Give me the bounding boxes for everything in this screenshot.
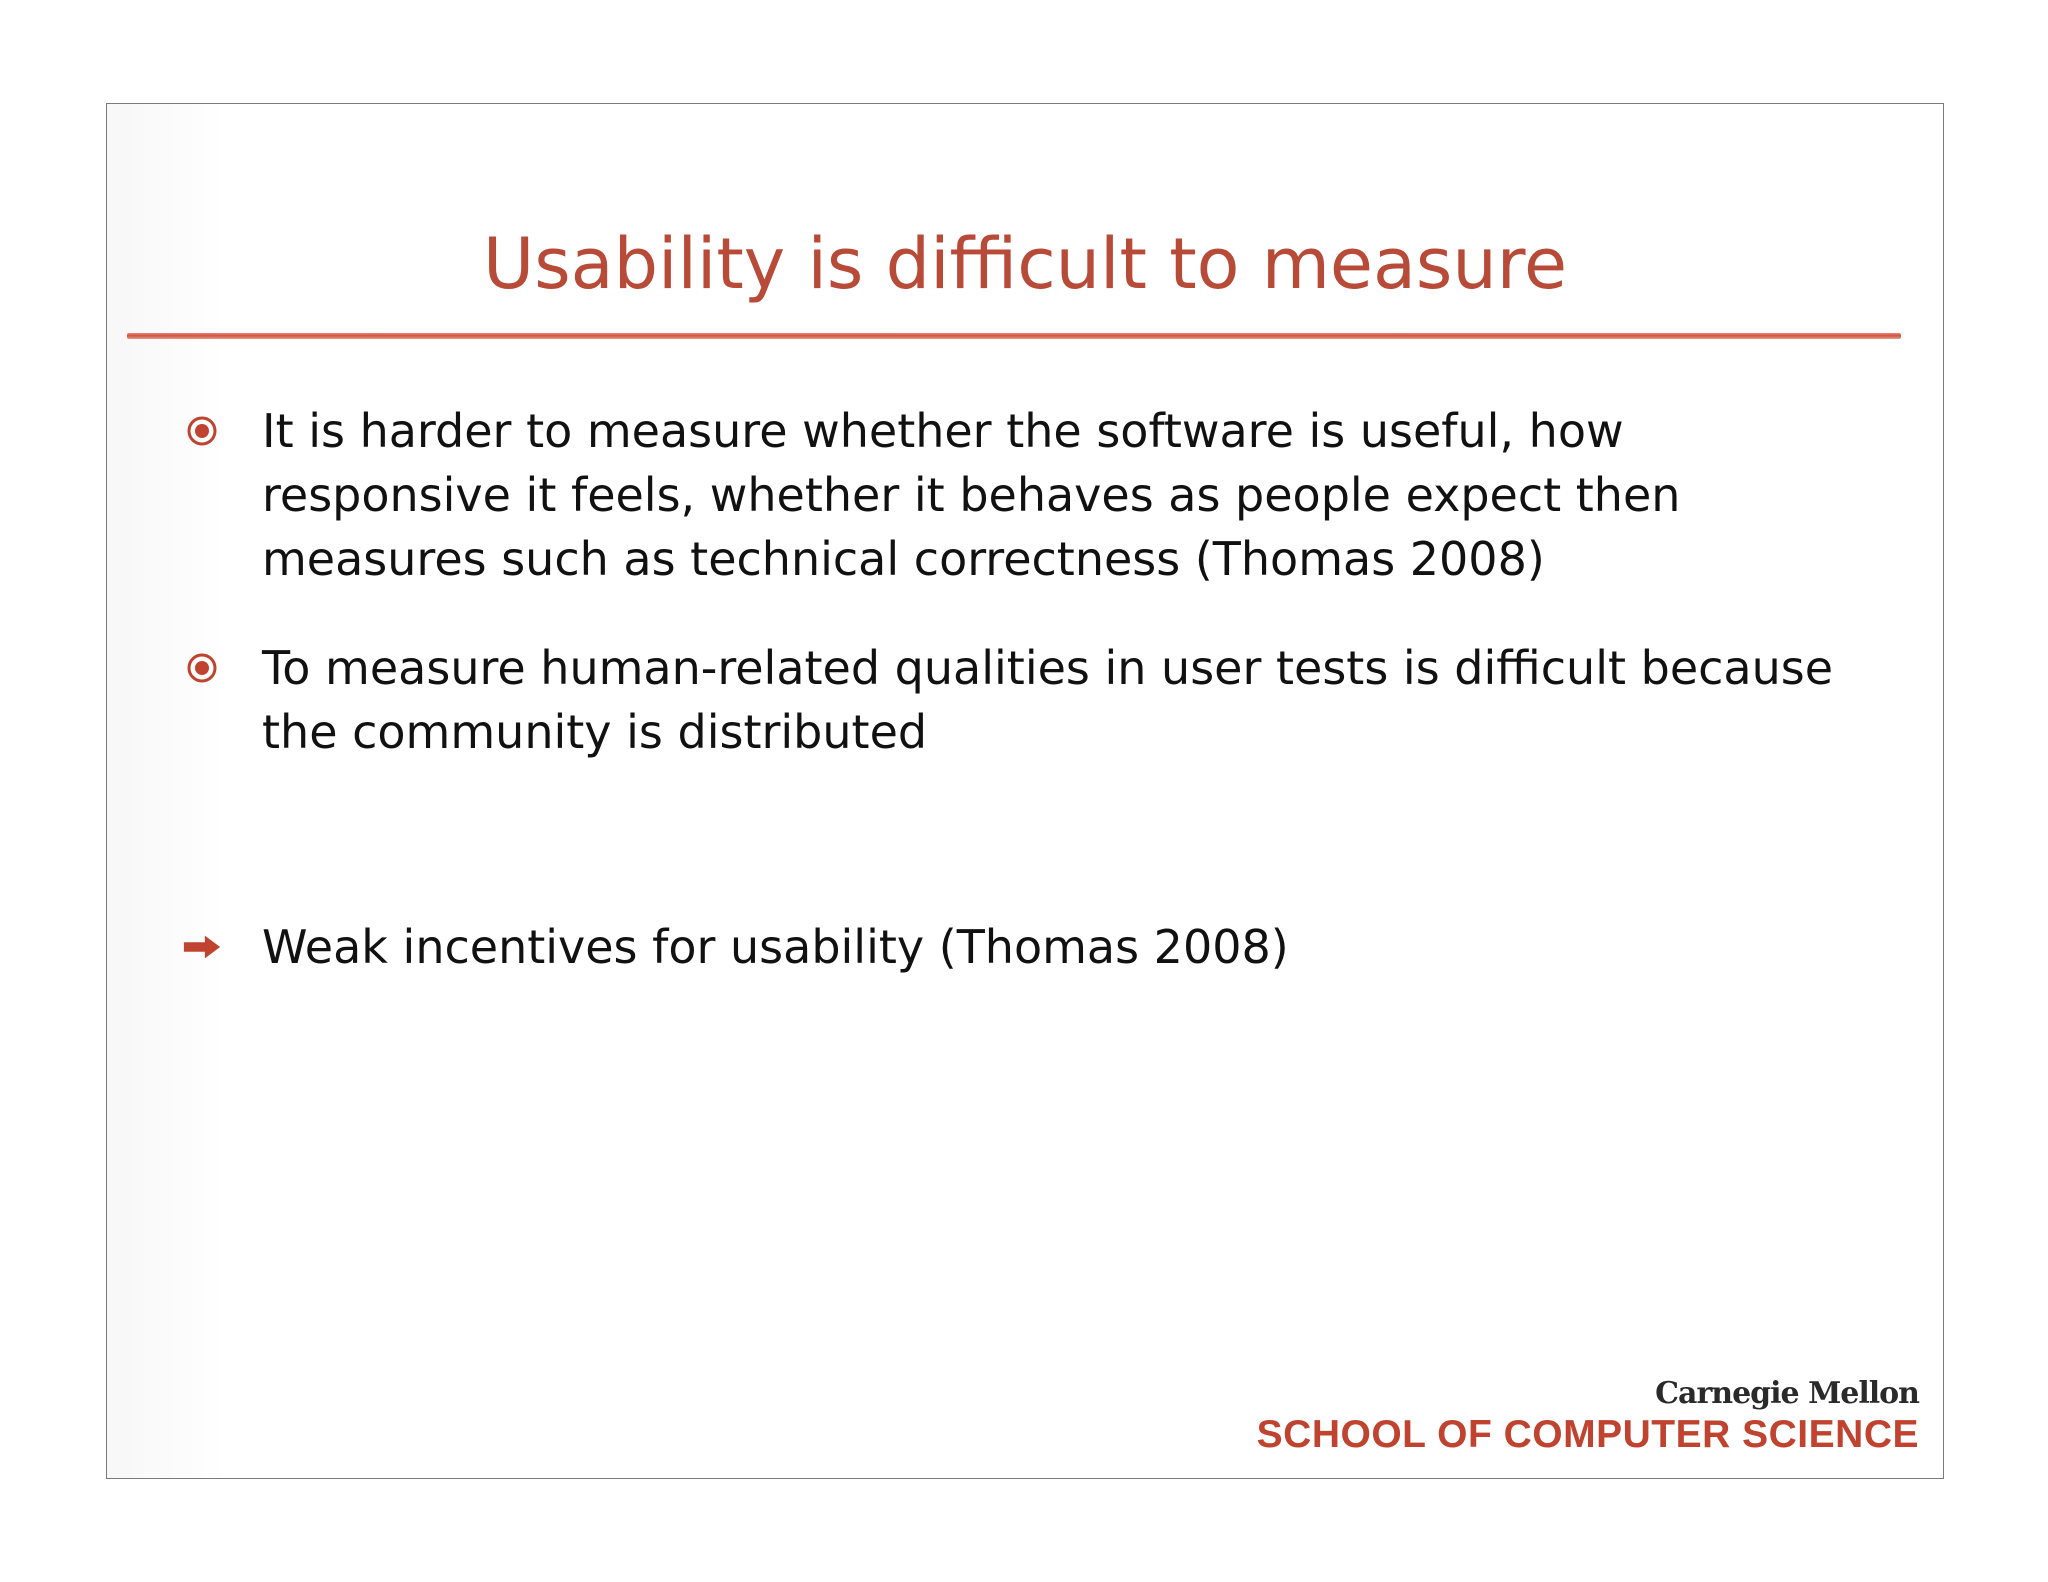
logo-carnegie-mellon: Carnegie Mellon [1655,1376,1919,1411]
bullet-text-1: It is harder to measure whether the software is useful, how responsive it feels, whether it behaves as people expect then measures such as technical correctness (Thomas 2008) [262,404,1681,586]
radio-bullet-icon [182,636,222,700]
slide [106,103,1944,1479]
arrow-right-icon [182,915,222,979]
title-underline [127,333,1901,339]
logo-school-of-computer-science: SCHOOL OF COMPUTER SCIENCE [1256,1413,1919,1456]
bullet-item-3 [262,915,1882,979]
radio-bullet-icon [182,399,222,463]
bullet-text-2: To measure human-related qualities in user tests is difficult because the community is distributed [262,641,1834,759]
bullet-item-1 [262,399,1882,591]
slide-title: Usability is difficult to measure [482,223,1568,305]
bullet-item-2 [262,636,1882,764]
cmu-scs-logo [1257,1376,1919,1458]
bullet-text-3: Weak incentives for usability (Thomas 2008) [262,920,1289,974]
